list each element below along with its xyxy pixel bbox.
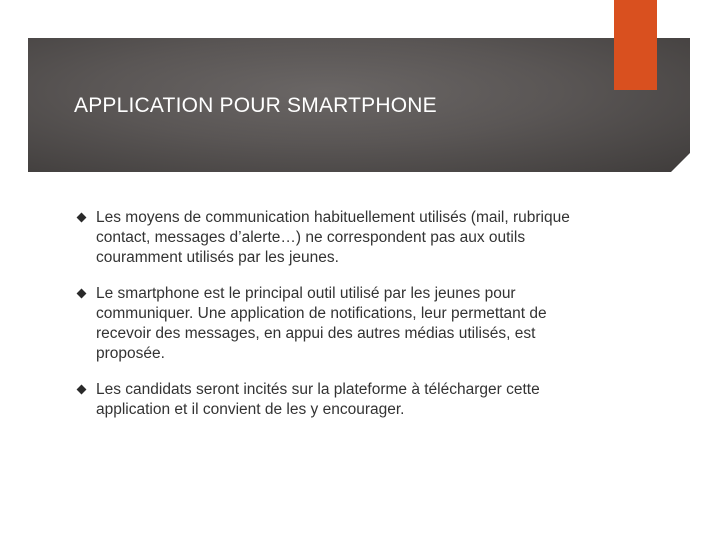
diamond-bullet-icon [77,289,87,299]
bullet-item [76,208,596,268]
bullet-text: Le smartphone est le principal outil utilisé par les jeunes pour communiquer. Une application de notifications, leur permettant de recevoir des messages, en appui des autres médias utilisés, est proposée. [96,285,547,362]
bullet-text: Les candidats seront incités sur la plateforme à télécharger cette application et il convient de les y encourager. [96,381,540,418]
slide-title: APPLICATION POUR SMARTPHONE [74,94,437,117]
bullet-item [76,380,596,420]
bullet-item [76,284,596,364]
accent-bar [614,0,657,90]
diamond-bullet-icon [77,213,87,223]
bullet-text: Les moyens de communication habituellement utilisés (mail, rubrique contact, messages d’alerte…) ne correspondent pas aux outils couramment utilisés par les jeunes. [96,209,570,266]
title-banner [28,38,690,172]
bullet-list [76,208,596,436]
diamond-bullet-icon [77,385,87,395]
banner-corner-notch [670,153,690,173]
